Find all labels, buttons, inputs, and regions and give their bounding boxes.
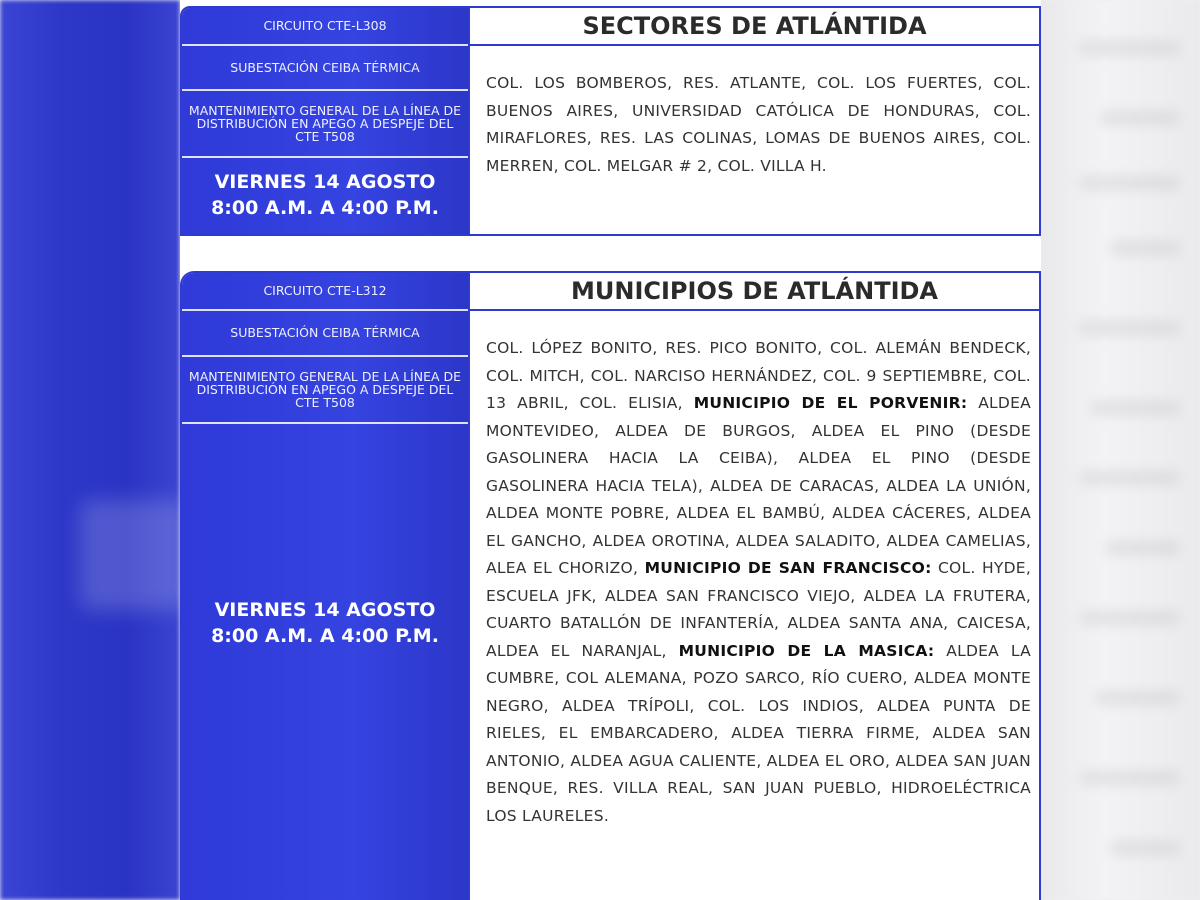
blurred-background-right [1040,0,1200,900]
blurred-line [1080,770,1180,786]
outage-info-column [182,8,468,234]
outage-time: 8:00 A.M. A 4:00 P.M. [211,625,439,647]
blurred-line [1090,400,1180,416]
municipio-areas: COL. HYDE, ESCUELA JFK, ALDEA SAN FRANCISCO VIEJO, ALDEA LA FRUTERA, CUARTO BATALLÓN DE INFANTERÍA, ALDEA SANTA ANA, CAICESA, ALDEA EL NARANJAL, [486,559,1031,660]
outage-time: 8:00 A.M. A 4:00 P.M. [211,197,439,219]
blurred-background-left [0,0,180,900]
blurred-line [1080,40,1180,56]
blurred-line [1110,840,1180,856]
outage-notice-document [180,0,1041,900]
outage-info-column [182,273,468,900]
municipio-label: MUNICIPIO DE SAN FRANCISCO: [644,559,932,577]
outage-card-municipios [180,271,1041,900]
schedule-block [182,424,468,824]
outage-date: VIERNES 14 AGOSTO [214,171,436,194]
section-title: SECTORES DE ATLÁNTIDA [468,8,1039,46]
substation-label: SUBESTACIÓN CEIBA TÉRMICA [182,46,468,91]
blurred-line [1110,240,1180,256]
schedule-block [182,158,468,234]
blurred-line [1080,320,1180,336]
affected-areas-text [468,311,1039,900]
blurred-shape [80,500,190,610]
substation-label: SUBESTACIÓN CEIBA TÉRMICA [182,311,468,357]
blurred-line [1080,175,1180,191]
maintenance-description: MANTENIMIENTO GENERAL DE LA LÍNEA DE DISTRIBUCIÓN EN APEGO A DESPEJE DEL CTE T508 [182,357,468,424]
municipio-label: MUNICIPIO DE EL PORVENIR: [693,394,968,412]
blurred-line [1080,470,1180,486]
blurred-line [1080,610,1180,626]
blurred-line [1100,110,1180,126]
affected-areas-text: COL. LOS BOMBEROS, RES. ATLANTE, COL. LOS FUERTES, COL. BUENOS AIRES, UNIVERSIDAD CATÓLICA DE HONDURAS, COL. MIRAFLORES, RES. LAS COLINAS, LOMAS DE BUENOS AIRES, COL. MERREN, COL. MELGAR # 2, COL. VILLA H. [468,46,1039,234]
blurred-line [1105,540,1180,556]
municipio-areas: ALDEA LA CUMBRE, COL ALEMANA, POZO SARCO, RÍO CUERO, ALDEA MONTE NEGRO, ALDEA TRÍPOLI, COL. LOS INDIOS, ALDEA PUNTA DE RIELES, EL EMBARCADERO, ALDEA TIERRA FIRME, ALDEA SAN ANTONIO, ALDEA AGUA CALIENTE, ALDEA EL ORO, ALDEA SAN JUAN BENQUE, RES. VILLA REAL, SAN JUAN PUEBLO, HIDROELÉCTRICA LOS LAURELES. [486,641,1031,825]
maintenance-description: MANTENIMIENTO GENERAL DE LA LÍNEA DE DISTRIBUCIÓN EN APEGO A DESPEJE DEL CTE T508 [182,91,468,158]
municipio-areas: ALDEA MONTEVIDEO, ALDEA DE BURGOS, ALDEA EL PINO (DESDE GASOLINERA HACIA LA CEIBA), ALDEA EL PINO (DESDE GASOLINERA HACIA TELA), ALDEA DE CARACAS, ALDEA LA UNIÓN, ALDEA MONTE POBRE, ALDEA EL BAMBÚ, ALDEA CÁCERES, ALDEA EL GANCHO, ALDEA OROTINA, ALDEA SALADITO, ALDEA CAMELIAS, ALEA EL CHORIZO, [486,394,1032,577]
blurred-line [1095,690,1180,706]
areas-intro: COL. LÓPEZ BONITO, RES. PICO BONITO, COL. ALEMÁN BENDECK, COL. MITCH, COL. NARCISO HERNÁNDEZ, COL. 9 SEPTIEMBRE, COL. 13 ABRIL, COL. ELISIA, [486,339,1031,412]
outage-date: VIERNES 14 AGOSTO [214,599,436,622]
circuit-label: CIRCUITO CTE-L312 [182,273,468,311]
outage-card-sectores [180,6,1041,236]
circuit-label: CIRCUITO CTE-L308 [182,8,468,46]
municipio-label: MUNICIPIO DE LA MASICA: [678,641,935,660]
section-title: MUNICIPIOS DE ATLÁNTIDA [468,273,1039,311]
